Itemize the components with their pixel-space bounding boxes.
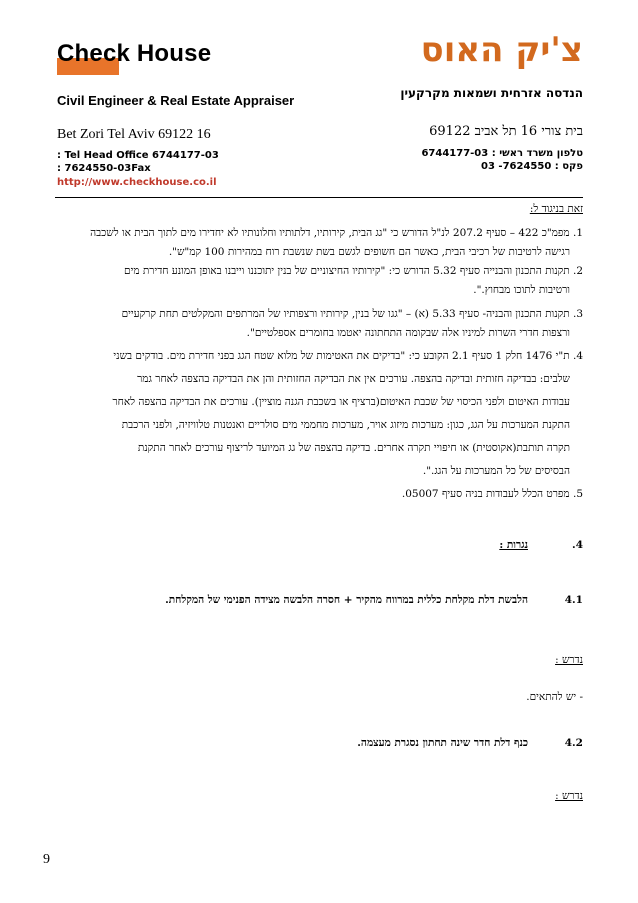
subtitle-hebrew: הנדסה אזרחית ושמאות מקרקעין xyxy=(400,86,583,100)
list-item: הבסיסים של כל המערכות על הגג.". xyxy=(422,465,570,477)
required-label: נדרש : xyxy=(555,790,583,802)
fax-hebrew: פקס : 7624550- 03 xyxy=(481,161,583,172)
item-text: כנף דלת חדר שינה תחתון נסגרת מעצמה. xyxy=(357,737,528,749)
list-item: תקרה תותבת(אקוסטית) או חיפויי תקרה אחרים. בדיקה בהצפה של גג המיועד לריצוף עורכים לאחר התקנת xyxy=(137,442,570,454)
logo-english: Check House xyxy=(57,40,212,67)
section-number: 4. xyxy=(572,539,583,551)
required-label: נדרש : xyxy=(555,654,583,666)
item-text: הלבשת דלת מקלחת כללית במרווח מהקיר + חסרה הלבשה מצידה הפנימי של המקלחת. xyxy=(165,594,528,606)
address-hebrew: בית צורי 16 תל אביב 69122 xyxy=(429,124,583,139)
list-item: 3. תקנות התכנון והבניה- סעיף 5.33 (א) – "גגו של בנין, קירותיו ורצפותיו של המרתפים והמקלטים תחת קרקעיים xyxy=(121,308,583,320)
subtitle-english: Civil Engineer & Real Estate Appraiser xyxy=(57,93,295,108)
required-text: - יש להתאים. xyxy=(526,691,583,703)
telephone-english: : Tel Head Office 6744177-03 xyxy=(57,150,219,161)
logo-hebrew: צ'יק האוס xyxy=(420,30,583,70)
fax-english: : 7624550-03Fax xyxy=(57,163,151,174)
list-item: רגישה לרטיבות של רכיבי הבית, כאשר הם חשופים לגשם בשת שנשבת רוח במהירות 100 קמ"ש". xyxy=(168,246,570,258)
list-item: ורצפות חדרי השרות למיניו אלה שבקומה התחתונה יאטמו בחומרים אספלטיים". xyxy=(246,327,570,339)
list-item: עבודות האיטום ולפני הכיסוי של שכבת האיטום(ברציף או בשכבת הגנה מוציין). עורכים את הבדיקה בהצפה לאחר xyxy=(112,396,570,408)
address-english: Bet Zori Tel Aviv 69122 16 xyxy=(57,127,211,142)
list-item: 5. מפרט הכלל לעבודות בניה סעיף 05007. xyxy=(401,488,583,500)
list-item: שלבים: בבדיקה חזותית ובדיקה בהצפה. עורכים אין את הבדיקה החזותית והן את הבדיקה בהצפה לאחר גמר xyxy=(137,373,570,385)
section-title: נגרות : xyxy=(499,539,528,551)
header-divider xyxy=(55,197,583,198)
page-number: 9 xyxy=(43,852,50,867)
telephone-hebrew: טלפון משרד ראשי : 6744177-03 xyxy=(421,148,583,159)
list-item: ורטיבות לתוכו מבחוץ.". xyxy=(473,284,570,296)
list-item: 4. ת"י 1476 חלק 1 סעיף 2.1 הקובע כי: "בדיקים את האטימות של מלוא שטח הגג בפני חדירת מים. בודקים בשני xyxy=(113,350,583,362)
list-item: 1. מפמ"כ 422 – סעיף 207.2 לנ"ל הדורש כי "גג הבית, קירותיו, דלתותיו וחלונותיו לא יחדירו מים לתוך הבית או לשכבה xyxy=(90,227,583,239)
website-link[interactable]: http://www.checkhouse.co.il xyxy=(57,177,217,188)
item-number: 4.1 xyxy=(564,594,583,606)
list-item: 2. תקנות התכנון והבנייה סעיף 5.32 הדורש כי: "קירותיו החיצוניים של בנין יתוכננו וייבנו באופן המונע חדירת מים xyxy=(124,265,583,277)
item-number: 4.2 xyxy=(564,737,583,749)
list-item: התקנת המערכות על הגג, כגון: מערכות מיזוג אויר, מערכות מחממי מים סולריים ואנטנות טלוויזיה, ולפני הרכבת xyxy=(121,419,570,431)
intro-heading: זאת בניגוד ל: xyxy=(529,203,583,215)
